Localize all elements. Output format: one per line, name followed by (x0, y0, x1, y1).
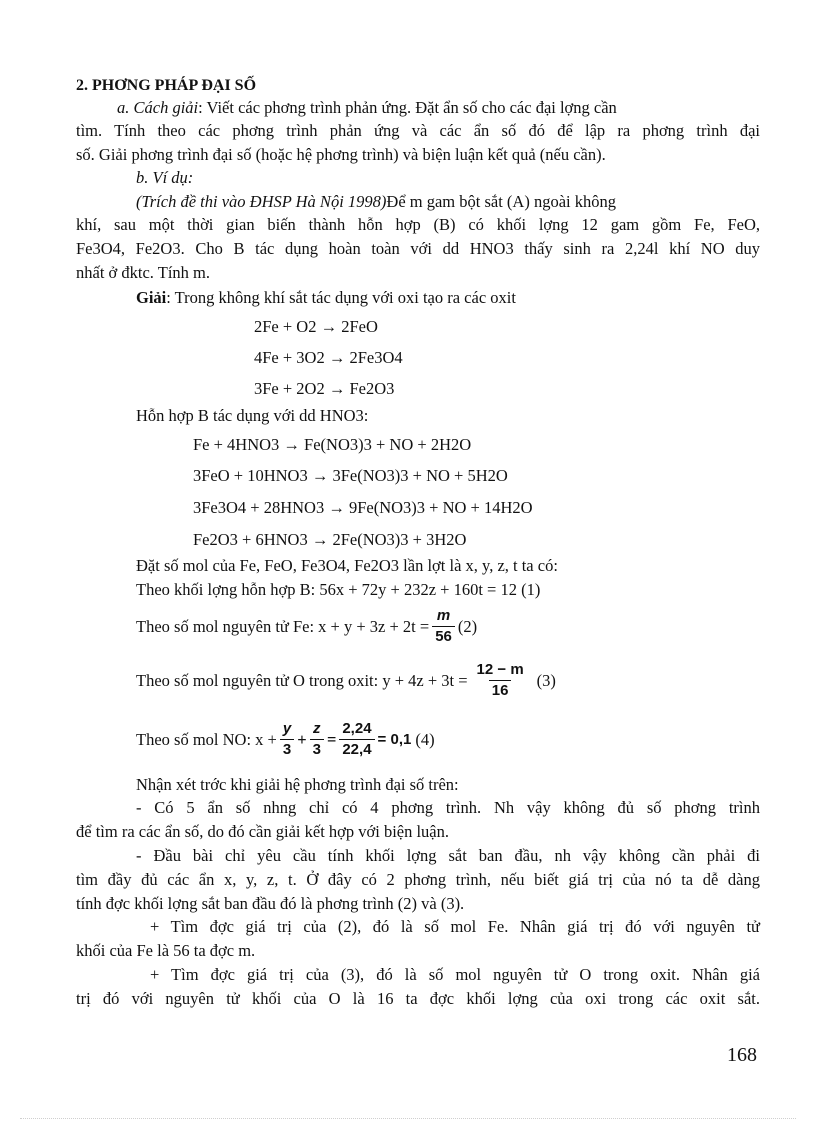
remark-3-line-1: + Tìm đợc giá trị của (2), đó là số mol Fe. Nhân giá trị đó với nguyên tử (150, 917, 760, 936)
hno3-reaction-2: 3FeO + 10HNO3 → 3Fe(NO3)3 + NO + 5H2O (193, 466, 508, 485)
remark-1-line-2: để tìm ra các ẩn số, do đó cần giải kết hợp với biện luận. (76, 822, 450, 841)
remark-3-line-2: khối của Fe là 56 ta đợc m. (76, 941, 256, 960)
method-paragraph-line-2: tìm. Tính theo các phơng trình phản ứng và các ẩn số đó để lập ra phơng trình đại (76, 121, 760, 140)
solution-intro (136, 288, 516, 308)
equation-4-fraction-volume-num: 2,24 (342, 720, 372, 737)
equation-3-denominator: 16 (489, 680, 512, 700)
hno3-reaction-4: Fe2O3 + 6HNO3 → 2Fe(NO3)3 + 3H2O (193, 530, 467, 549)
oxidation-reaction-3: 3Fe + 2O2 → Fe2O3 (254, 379, 395, 398)
equation-4-fraction-z-num: z (313, 720, 321, 737)
solution-intro-text: : Trong không khí sắt tác dụng với oxi tạo ra các oxit (166, 288, 516, 307)
method-paragraph-line-3: số. Giải phơng trình đại số (hoặc hệ phơng trình) và biện luận kết quả (nếu cần). (76, 145, 606, 164)
section-title: 2. PHƠNG PHÁP ĐẠI SỐ (76, 77, 257, 94)
equation-2 (136, 607, 477, 646)
remark-2-line-3: tính đợc khối lợng sắt ban đầu đó là phơng trình (2) và (3). (76, 894, 465, 913)
problem-source: (Trích đề thi vào ĐHSP Hà Nội 1998) (136, 192, 387, 211)
hno3-reaction-3: 3Fe3O4 + 28HNO3 → 9Fe(NO3)3 + NO + 14H2O (193, 498, 533, 517)
equation-4-fraction-z-den: 3 (310, 739, 324, 759)
method-paragraph-line-1 (117, 98, 617, 118)
equation-3-fraction (474, 661, 527, 700)
equation-4-tag: (4) (415, 729, 435, 749)
remark-2-line-2: tìm đầy đủ các ẩn x, y, z, t. Ở đây có 2 phơng trình, nếu biết giá trị của nó ta dễ dàng (76, 870, 760, 889)
equation-2-lhs: Theo số mol nguyên tử Fe: x + y + 3z + 2t = (136, 616, 430, 636)
variables-definition: Đặt số mol của Fe, FeO, Fe3O4, Fe2O3 lần lợt là x, y, z, t ta có: (136, 556, 558, 575)
equation-3-lhs: Theo số mol nguyên tử O trong oxit: y + 4z + 3t = (136, 670, 468, 690)
remarks-intro: Nhận xét trớc khi giải hệ phơng trình đại số trên: (136, 775, 459, 794)
equation-1: Theo khối lợng hỗn hợp B: 56x + 72y + 232z + 160t = 12 (1) (136, 580, 541, 599)
hno3-intro: Hỗn hợp B tác dụng với dd HNO3: (136, 406, 369, 425)
equation-4-fraction-y-num: y (282, 720, 292, 737)
equation-3-numerator: 12 − m (476, 661, 524, 678)
equation-4-fraction-volume (339, 720, 374, 759)
problem-line-1 (136, 192, 616, 212)
equation-2-denominator: 56 (432, 626, 455, 646)
remark-1-line-1: - Có 5 ẩn số nhng chỉ có 4 phơng trình. Nh vậy không đủ số phơng trình (136, 798, 760, 817)
equation-2-tag: (2) (457, 616, 478, 636)
equation-4-equals: = (326, 729, 337, 749)
equation-2-numerator: m (436, 607, 451, 624)
solution-label: Giải (136, 288, 167, 307)
problem-text-1: Để m gam bột sắt (A) ngoài không (386, 192, 616, 211)
page-bottom-divider (20, 1118, 796, 1119)
equation-4-fraction-y-den: 3 (280, 739, 294, 759)
remark-2-line-1: - Đầu bài chỉ yêu cầu tính khối lợng sắt ban đầu, nh vậy không cần phải đi (136, 846, 760, 865)
method-text-1: : Viết các phơng trình phản ứng. Đặt ẩn số cho các đại lợng cần (198, 98, 617, 117)
equation-4-lhs: Theo số mol NO: x + (136, 729, 277, 749)
page-number: 168 (727, 1044, 757, 1066)
oxidation-reaction-1: 2Fe + O2 → 2FeO (254, 317, 378, 336)
equation-4 (136, 720, 435, 759)
problem-line-2: khí, sau một thời gian biến thành hỗn hợp (B) có khối lợng 12 gam gồm Fe, FeO, (76, 215, 760, 234)
remark-4-line-1: + Tìm đợc giá trị của (3), đó là số mol nguyên tử O trong oxit. Nhân giá (150, 965, 760, 984)
method-label: a. Cách giải (117, 98, 199, 117)
equation-4-fraction-volume-den: 22,4 (339, 739, 374, 759)
remark-4-line-2: trị đó với nguyên tử khối của O là 16 ta đợc khối lợng của oxi trong các oxit sắt. (76, 989, 760, 1008)
oxidation-reaction-2: 4Fe + 3O2 → 2Fe3O4 (254, 348, 403, 367)
problem-line-4: nhất ở đktc. Tính m. (76, 263, 210, 282)
equation-4-plus: + (297, 729, 307, 749)
equation-4-result: = 0,1 (377, 731, 412, 748)
problem-line-3: Fe3O4, Fe2O3. Cho B tác dụng hoàn toàn với dd HNO3 thấy sinh ra 2,24l khí NO duy (76, 239, 760, 258)
hno3-reaction-1: Fe + 4HNO3 → Fe(NO3)3 + NO + 2H2O (193, 435, 472, 454)
equation-2-fraction (432, 607, 455, 646)
equation-4-fraction-y (280, 720, 294, 759)
example-label: b. Ví dụ: (136, 168, 194, 187)
equation-3-tag: (3) (536, 670, 556, 690)
equation-4-fraction-z (310, 720, 324, 759)
equation-3 (136, 661, 556, 700)
